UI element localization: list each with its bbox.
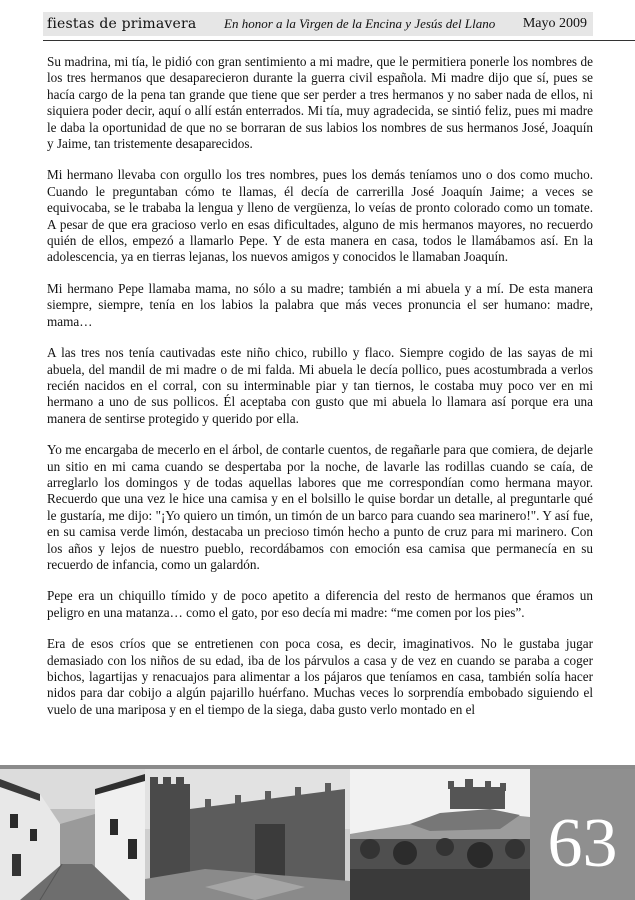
hilltop-castle-photo xyxy=(350,769,530,900)
paragraph: Yo me encargaba de mecerlo en el árbol, de contarle cuentos, de regañarle para que comiera, de dejarle un sitio en mi cama cuando se despertaba por la noche, de lavarle las rodillas cuando se caía, de arreglarlo los domingos y de todas aquellas labores que me correspondían como hermana mayor. Recuerdo que una vez le hice una camisa y en el bolsillo le quise bordar un detalle, al preguntarle qué le gustaría, me dijo: "¡Yo quiero un timón, un timón de un barco para cuando sea marinero!". Y así fue, en su camisa verde limón, destacaba un precioso timón hecho a punto de cruz para mi marinero. Con los años y lejos de nuestro pueblo, recordábamos con emoción esa camisa que permanecía en su recuerdo de infancia, como un galardón. xyxy=(47,442,593,572)
paragraph: Era de esos críos que se entretienen con poca cosa, es decir, imaginativos. No le gustaba jugar demasiado con los niños de su edad, iba de los párvulos a casa y de vez en cuando se paraba a coger bichos, lagartijas y renacuajos para alimentar a los pájaros que teníamos en casa, también solía hacer nidos para dar cobijo a algún pajarillo huérfano. Muchas veces lo sorprendía embobado siguiendo el vuelo de una mariposa y en el tiempo de la siega, daba gusto verlo montado en el xyxy=(47,636,593,717)
page-number: 63 xyxy=(547,804,618,882)
magazine-subtitle: En honor a la Virgen de la Encina y Jesús del Llano xyxy=(224,16,496,31)
castle-walls-photo xyxy=(145,769,350,900)
paragraph: Mi hermano Pepe llamaba mama, no sólo a su madre; también a mi abuela y a mí. De esta manera siempre, siempre, tenía en los labios la palabra que más veces pronuncia el ser humano: madre, mama… xyxy=(47,280,593,329)
page-number-box xyxy=(530,769,635,900)
paragraph: Mi hermano llevaba con orgullo los tres nombres, pues los demás teníamos uno o dos como mucho. Cuando le preguntaban cómo te llamas, él decía de carrerilla José Joaquín Jaime; a veces se equivocaba, se le trababa la lengua y lleno de vergüenza, lo veías de pronto colorado como un tomate. A pesar de que era gracioso verlo en esas dificultades, alguno de mis hermanos mayores, no recuerdo quién de ellos, empezó a llamarlo Pepe. Y de esta manera en casa, todos le llamábamos así. En la adolescencia, ya en tierras lejanas, los nuevos amigos y conocidos le llamaban Joaquín. xyxy=(47,167,593,265)
article-body xyxy=(47,54,593,733)
issue-date: Mayo 2009 xyxy=(522,16,587,31)
magazine-title: fiestas de primavera xyxy=(47,16,197,32)
page-header xyxy=(43,12,593,36)
paragraph: A las tres nos tenía cautivadas este niño chico, rubillo y flaco. Siempre cogido de las sayas de mi abuela, del mandil de mi madre o de mi falda. Mi abuela le decía pollico, pues acostumbrada a verlos recién nacidos en el corral, con su interminable piar y tan tiernos, le costaba muy poco ver en mi hermano a uno de sus pollicos. Él aceptaba con gusto que mi abuela lo llamara así porque era una manera de sentirse protegido y querido por ella. xyxy=(47,345,593,426)
village-street-photo xyxy=(0,769,145,900)
paragraph: Su madrina, mi tía, le pidió con gran sentimiento a mi madre, que le permitiera ponerle los nombres de los tres hermanos que desaparecieron durante la guerra civil española. Mi madre dijo que sí, pues se hacía cargo de la pena tan grande que tiene que ser perder a tres hermanos y no saber nada de ellos, ni siquiera poder decir, aquí o allí están enterrados. Mi tía, muy agradecida, se sintió feliz, pues mi madre le daba la oportunidad de que no se borraran de sus labios los nombres de sus hermanos José, Joaquín y Jaime, tan tristemente desaparecidos. xyxy=(47,54,593,152)
paragraph: Pepe era un chiquillo tímido y de poco apetito a diferencia del resto de hermanos que éramos un peligro en una matanza… como el gato, por eso decía mi madre: “me comen por los pies”. xyxy=(47,588,593,620)
header-rule xyxy=(43,40,635,41)
